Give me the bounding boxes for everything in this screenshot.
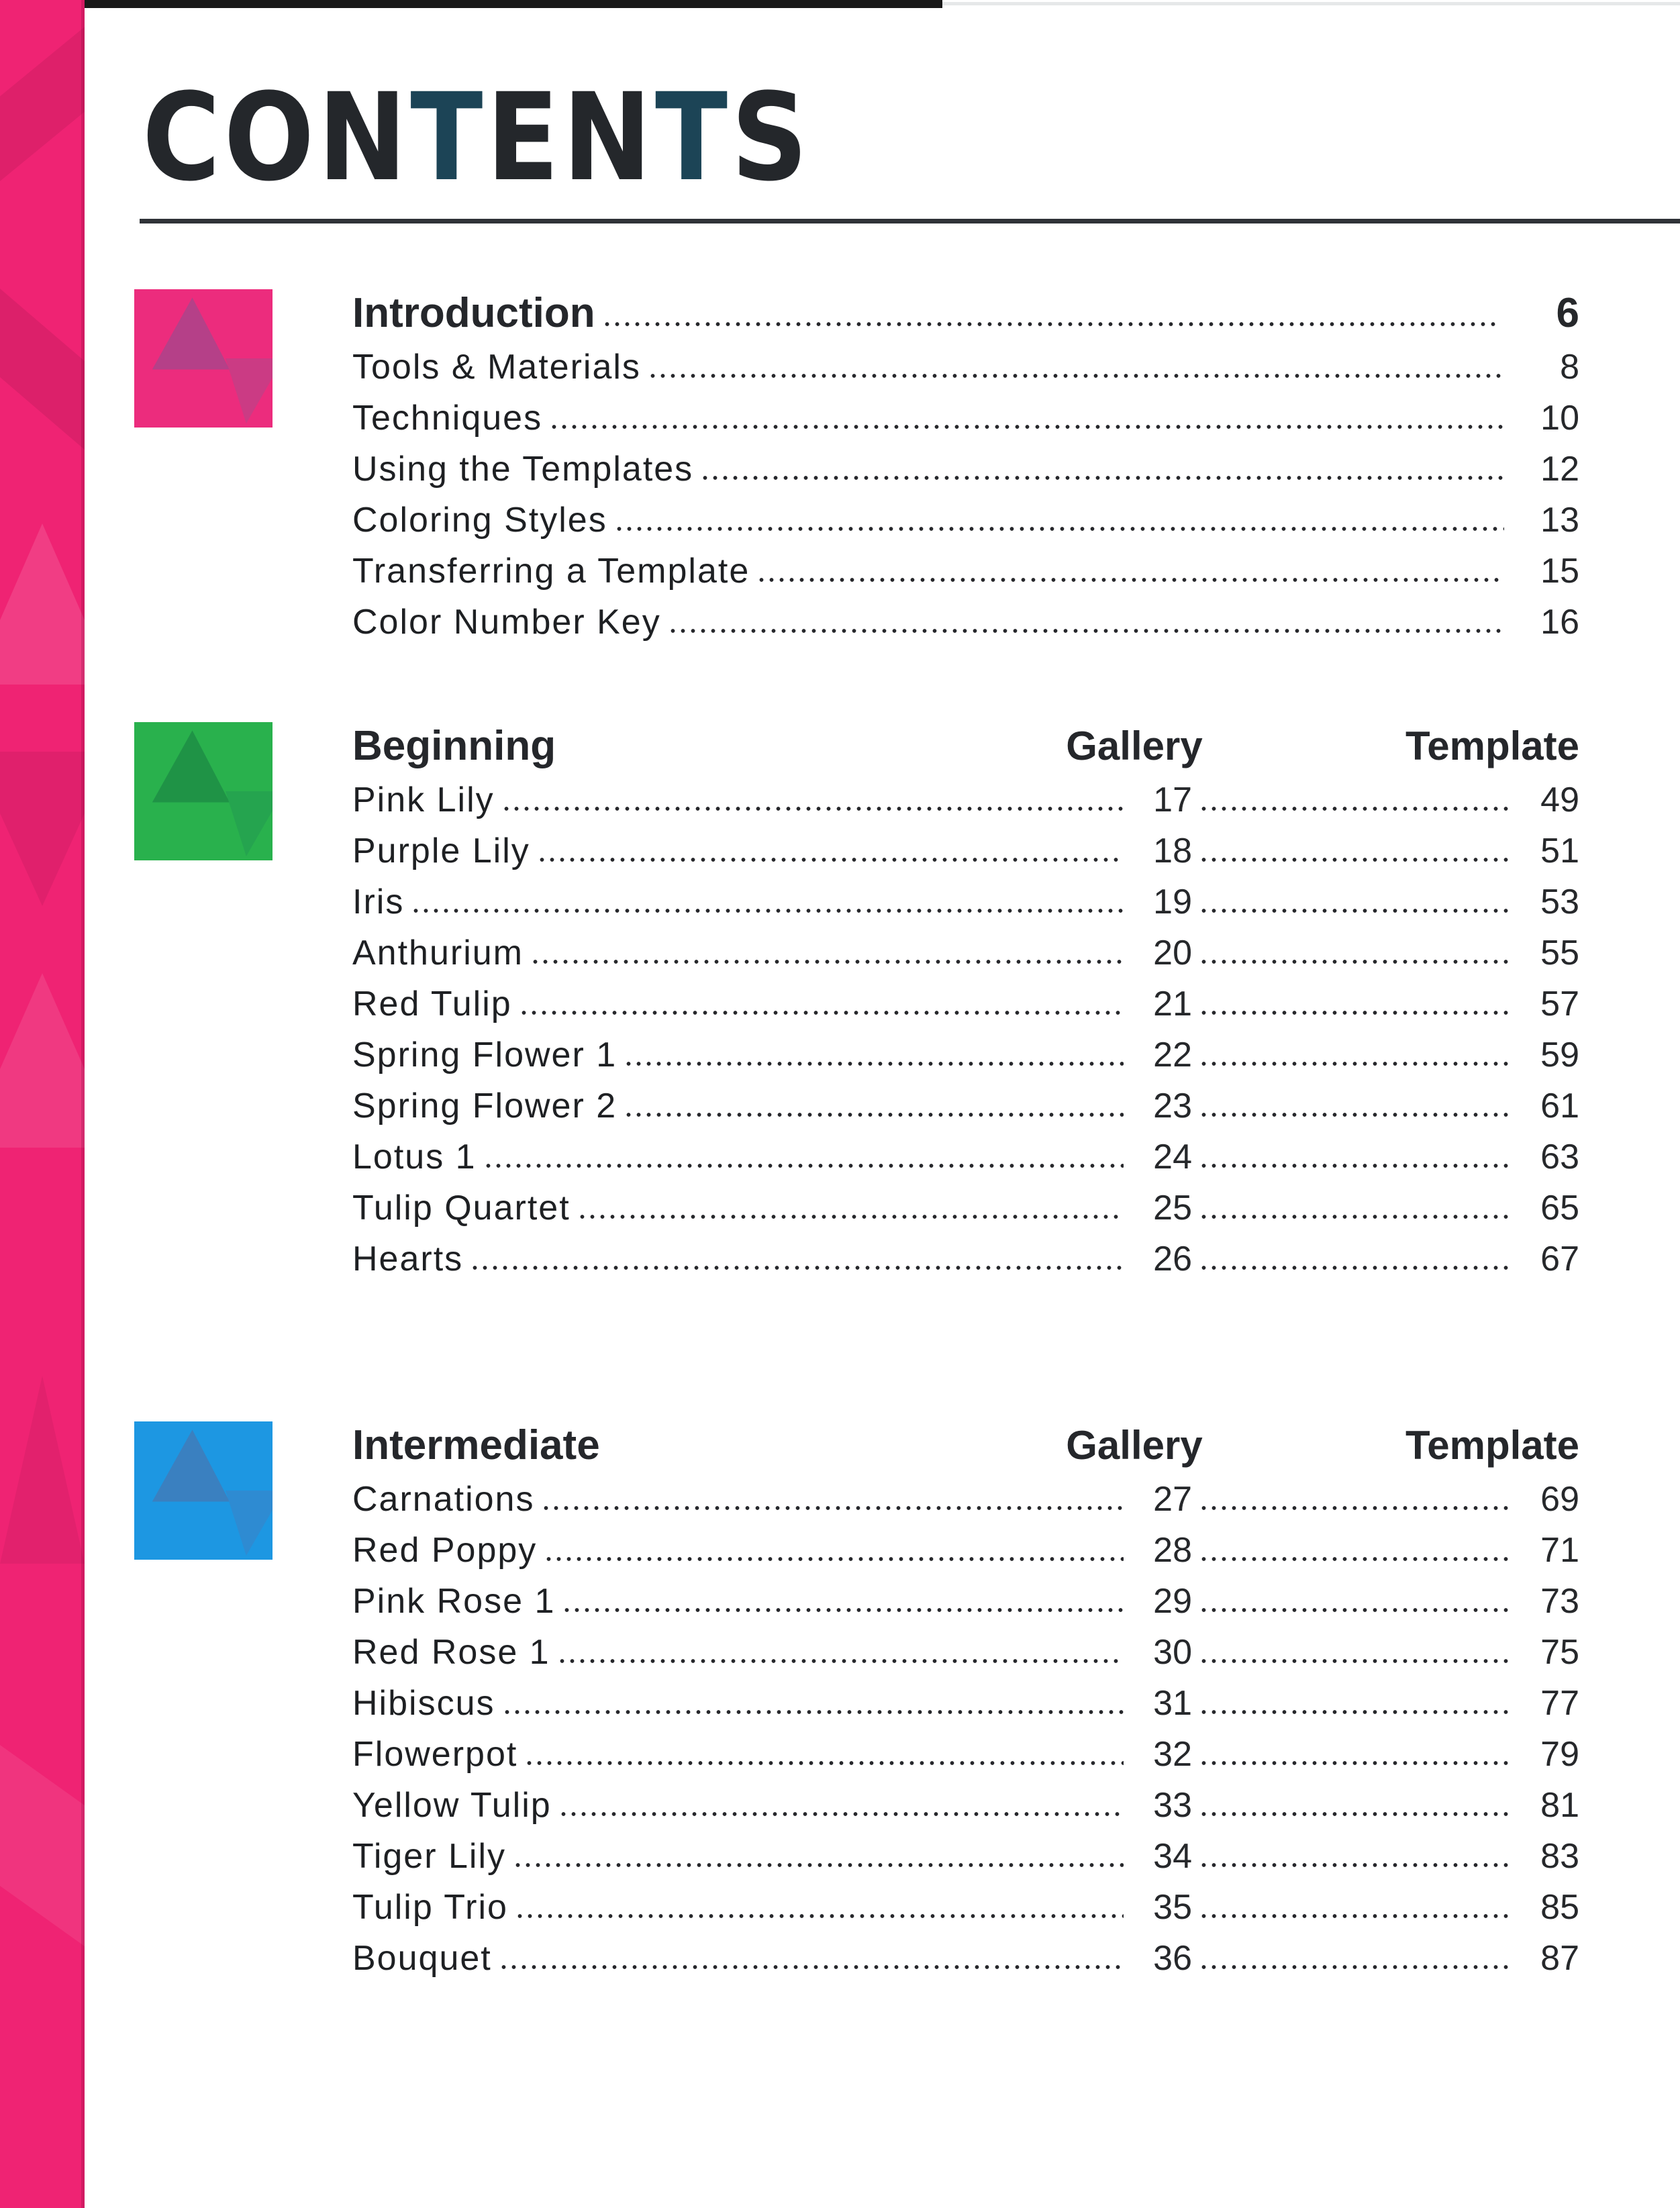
toc-item-label: Red Rose 1 (352, 1633, 550, 1672)
toc-row (352, 342, 1579, 393)
toc-row (352, 1627, 1579, 1678)
toc-item-label: Red Tulip (352, 985, 512, 1023)
leader-dots (1199, 806, 1509, 811)
template-page-number: 57 (1540, 985, 1579, 1023)
title-letter: S (731, 68, 811, 208)
toc-item-label: Bouquet (352, 1939, 492, 1978)
template-page-number: 71 (1540, 1531, 1579, 1570)
toc-row (352, 1780, 1579, 1831)
toc-row (352, 774, 1579, 825)
template-page-number: 53 (1540, 883, 1579, 921)
leader-dots (700, 475, 1504, 481)
toc-item-label: Color Number Key (352, 603, 661, 642)
leader-dots (562, 1607, 1124, 1613)
leader-dots (1199, 1760, 1509, 1766)
scan-edge-bar-faint (942, 2, 1680, 5)
template-page-number: 85 (1540, 1888, 1579, 1927)
leader-dots (515, 1913, 1124, 1919)
gallery-page-number: 21 (1153, 985, 1192, 1023)
page-number: 13 (1540, 501, 1579, 540)
gallery-column-header: Gallery (1066, 1423, 1203, 1468)
toc-item-label: Pink Rose 1 (352, 1582, 556, 1621)
leader-dots (1199, 1061, 1509, 1066)
toc-row (352, 825, 1579, 876)
toc-item-label: Pink Lily (352, 781, 495, 819)
title-letter: C (142, 68, 224, 208)
section-heading: Introduction (352, 290, 595, 336)
leader-dots (519, 1010, 1124, 1015)
title-letter: O (224, 68, 318, 208)
gallery-page-number: 17 (1153, 781, 1192, 819)
gallery-page-number: 20 (1153, 934, 1192, 972)
template-page-number: 77 (1540, 1684, 1579, 1723)
toc-item-label: Anthurium (352, 934, 524, 972)
leader-dots (602, 321, 1497, 327)
template-page-number: 81 (1540, 1786, 1579, 1825)
template-page-number: 73 (1540, 1582, 1579, 1621)
leader-dots (1199, 1913, 1509, 1919)
leader-dots (530, 959, 1124, 964)
template-page-number: 87 (1540, 1939, 1579, 1978)
gallery-page-number: 29 (1153, 1582, 1192, 1621)
stripe-triangle-texture (0, 289, 85, 450)
toc-row (352, 393, 1579, 444)
toc-row (352, 1576, 1579, 1627)
title-letter: N (317, 68, 411, 208)
toc-row (352, 1933, 1579, 1984)
leader-dots (513, 1862, 1124, 1868)
toc-row (352, 1474, 1579, 1525)
toc-row (352, 1183, 1579, 1234)
toc-item-label: Carnations (352, 1480, 535, 1519)
leader-dots (502, 1709, 1124, 1715)
page-number: 8 (1560, 348, 1579, 387)
leader-dots (624, 1112, 1124, 1117)
toc-row (352, 1132, 1579, 1183)
scan-edge-bar (0, 0, 942, 8)
title-letter: N (562, 68, 656, 208)
toc-row (352, 978, 1579, 1030)
template-page-number: 83 (1540, 1837, 1579, 1876)
toc-row (352, 1831, 1579, 1882)
leader-dots (1199, 1658, 1509, 1664)
template-page-number: 59 (1540, 1036, 1579, 1074)
toc-row (352, 597, 1579, 648)
gallery-page-number: 26 (1153, 1240, 1192, 1278)
leader-dots (1199, 1964, 1509, 1970)
leader-dots (1199, 1607, 1509, 1613)
leader-dots (1199, 1265, 1509, 1270)
leader-dots (541, 1505, 1124, 1511)
toc-heading-row (352, 285, 1579, 342)
toc-row (352, 495, 1579, 546)
leader-dots (537, 857, 1124, 862)
template-page-number: 49 (1540, 781, 1579, 819)
gallery-page-number: 28 (1153, 1531, 1192, 1570)
gallery-page-number: 18 (1153, 832, 1192, 870)
leader-dots (558, 1811, 1124, 1817)
gallery-page-number: 33 (1153, 1786, 1192, 1825)
leader-dots (1199, 908, 1509, 913)
leader-dots (411, 908, 1124, 913)
gallery-page-number: 23 (1153, 1087, 1192, 1125)
title-letter: E (486, 68, 563, 208)
toc-item-label: Purple Lily (352, 832, 530, 870)
gallery-page-number: 25 (1153, 1189, 1192, 1227)
toc-row (352, 546, 1579, 597)
toc-row (352, 1525, 1579, 1576)
toc-item-label: Lotus 1 (352, 1138, 477, 1176)
leader-dots (614, 526, 1504, 532)
pink-triangle-icon (134, 289, 273, 428)
toc-item-label: Hearts (352, 1240, 464, 1278)
leader-dots (483, 1163, 1124, 1168)
leader-dots (624, 1061, 1124, 1066)
leader-dots (577, 1214, 1124, 1219)
leader-dots (1199, 959, 1509, 964)
template-page-number: 55 (1540, 934, 1579, 972)
toc-item-label: Spring Flower 1 (352, 1036, 617, 1074)
toc-item-label: Red Poppy (352, 1531, 538, 1570)
gallery-page-number: 24 (1153, 1138, 1192, 1176)
toc-item-label: Tulip Trio (352, 1888, 508, 1927)
title-letter: T (410, 68, 487, 208)
stripe-triangle-texture (0, 973, 85, 1148)
leader-dots (1199, 1811, 1509, 1817)
page-number: 16 (1540, 603, 1579, 642)
template-page-number: 67 (1540, 1240, 1579, 1278)
toc-item-label: Hibiscus (352, 1684, 495, 1723)
template-page-number: 63 (1540, 1138, 1579, 1176)
gallery-page-number: 27 (1153, 1480, 1192, 1519)
toc-row (352, 1729, 1579, 1780)
leader-dots (544, 1556, 1124, 1562)
leader-dots (549, 424, 1504, 430)
template-page-number: 65 (1540, 1189, 1579, 1227)
leader-dots (1199, 1214, 1509, 1219)
template-column-header: Template (1405, 1423, 1579, 1468)
section-heading: Beginning (352, 723, 556, 769)
template-page-number: 51 (1540, 832, 1579, 870)
toc-item-label: Tulip Quartet (352, 1189, 571, 1227)
page-number: 15 (1540, 552, 1579, 591)
toc-heading-row (352, 1417, 1579, 1474)
stripe-triangle-texture (0, 1745, 85, 1946)
leader-dots (1199, 1112, 1509, 1117)
leader-dots (1199, 1709, 1509, 1715)
toc-item-label: Flowerpot (352, 1735, 518, 1774)
template-page-number: 79 (1540, 1735, 1579, 1774)
leader-dots (1199, 857, 1509, 862)
gallery-page-number: 34 (1153, 1837, 1192, 1876)
page-title (142, 68, 811, 208)
toc-item-label: Using the Templates (352, 450, 694, 489)
page-number: 12 (1540, 450, 1579, 489)
toc-item-label: Techniques (352, 399, 543, 438)
section-heading: Intermediate (352, 1422, 600, 1468)
leader-dots (470, 1265, 1124, 1270)
leader-dots (501, 806, 1124, 811)
leader-dots (1199, 1163, 1509, 1168)
leader-dots (1199, 1010, 1509, 1015)
toc-row (352, 1234, 1579, 1285)
title-letter: T (655, 68, 732, 208)
gallery-column-header: Gallery (1066, 723, 1203, 768)
toc-item-label: Tools & Materials (352, 348, 641, 387)
stripe-triangle-texture (0, 1376, 85, 1564)
toc-item-label: Yellow Tulip (352, 1786, 552, 1825)
gallery-page-number: 30 (1153, 1633, 1192, 1672)
gallery-page-number: 32 (1153, 1735, 1192, 1774)
template-column-header: Template (1405, 723, 1579, 768)
stripe-edge-shadow (81, 0, 85, 2208)
gallery-page-number: 22 (1153, 1036, 1192, 1074)
toc-row (352, 1081, 1579, 1132)
stripe-triangle-texture (0, 752, 85, 906)
gallery-page-number: 36 (1153, 1939, 1192, 1978)
template-page-number: 69 (1540, 1480, 1579, 1519)
leader-dots (499, 1964, 1124, 1970)
toc-item-label: Spring Flower 2 (352, 1087, 617, 1125)
page-number: 10 (1540, 399, 1579, 438)
title-rule (140, 219, 1680, 223)
template-page-number: 75 (1540, 1633, 1579, 1672)
toc-item-label: Tiger Lily (352, 1837, 507, 1876)
leader-dots (1199, 1862, 1509, 1868)
stripe-triangle-texture (0, 27, 85, 181)
toc-item-label: Transferring a Template (352, 552, 750, 591)
leader-dots (648, 373, 1504, 379)
leader-dots (756, 577, 1504, 583)
blue-triangle-icon (134, 1421, 273, 1560)
toc-heading-row (352, 718, 1579, 774)
toc-row (352, 444, 1579, 495)
gallery-page-number: 35 (1153, 1888, 1192, 1927)
toc-item-label: Iris (352, 883, 405, 921)
page-edge-stripe (0, 0, 85, 2208)
template-page-number: 61 (1540, 1087, 1579, 1125)
gallery-page-number: 19 (1153, 883, 1192, 921)
leader-dots (524, 1760, 1124, 1766)
toc-row (352, 1678, 1579, 1729)
page-number: 6 (1556, 290, 1579, 336)
gallery-page-number: 31 (1153, 1684, 1192, 1723)
toc-row (352, 876, 1579, 927)
toc-row (352, 1882, 1579, 1933)
toc-row (352, 927, 1579, 978)
leader-dots (557, 1658, 1124, 1664)
leader-dots (668, 628, 1504, 634)
leader-dots (1199, 1505, 1509, 1511)
toc-item-label: Coloring Styles (352, 501, 607, 540)
leader-dots (1199, 1556, 1509, 1562)
toc-row (352, 1030, 1579, 1081)
green-triangle-icon (134, 722, 273, 860)
stripe-triangle-texture (0, 523, 85, 685)
